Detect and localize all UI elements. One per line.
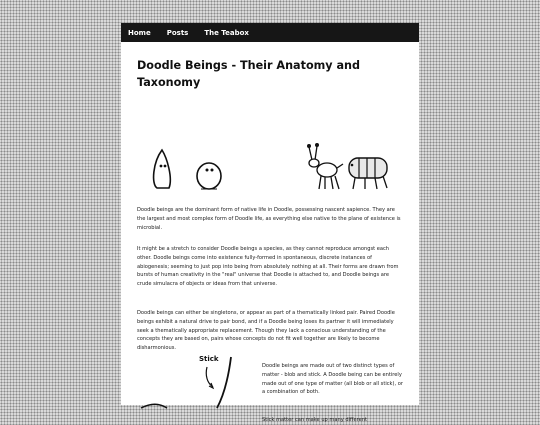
paragraph-intro: Doodle beings are the dominant form of native life in Doodle, possessing nascent sapience. They are the largest and most complex form of Doodle life, as everything else native to the plane of existence is microbial. bbox=[137, 207, 401, 231]
nav-posts[interactable]: Posts bbox=[166, 28, 189, 37]
striped-bug-doodle bbox=[349, 158, 387, 189]
page-content bbox=[121, 23, 419, 423]
stick-matter-figure bbox=[141, 353, 251, 408]
paragraph-matter-types: Doodle beings are made out of two distinct types of matter - blob and stick. A Doodle being can be entirely made out of one type of matter (all blob or all stick), or a combination of both. bbox=[262, 363, 403, 396]
article-title: Doodle Beings - Their Anatomy and Taxonomy bbox=[137, 59, 361, 89]
doodle-beings-illustration bbox=[121, 138, 419, 198]
nav-teabox[interactable]: The Teabox bbox=[204, 28, 249, 37]
stick-quadruped-doodle bbox=[307, 143, 343, 189]
paragraph-reproduction: It might be a stretch to consider Doodle beings a species, as they cannot reproduce amongst each other. Doodle beings come into existence fully-formed in spontaneous, discrete instances of abiogenesis; seeming to just pop into being from absolutely nothing at all. Their forms are drawn from bursts of human creativity in the "real" universe that Doodle is attached to, and Doodle beings are crude simulacra of objects or ideas from that universe. bbox=[137, 246, 399, 288]
navbar bbox=[121, 23, 419, 42]
paragraph-stick-matter: Stick matter can make up many different bbox=[262, 417, 367, 423]
paragraph-pairs: Doodle beings can either be singletons, or appear as part of a thematically linked pair. Paired Doodle beings exhibit a natural drive to pair bond, and if a Doodle being loses its partner it will immediately seek a thematically appropriate replacement. Though they lack a conscious understanding of the concepts they are based on, pairs whose concepts do not fit well together are likely to become disharmonious. bbox=[137, 310, 395, 352]
blob-round-doodle bbox=[197, 163, 221, 189]
nav-home[interactable]: Home bbox=[128, 28, 151, 37]
blob-teardrop-doodle bbox=[154, 150, 171, 188]
stick-figure-label: Stick bbox=[199, 355, 219, 363]
